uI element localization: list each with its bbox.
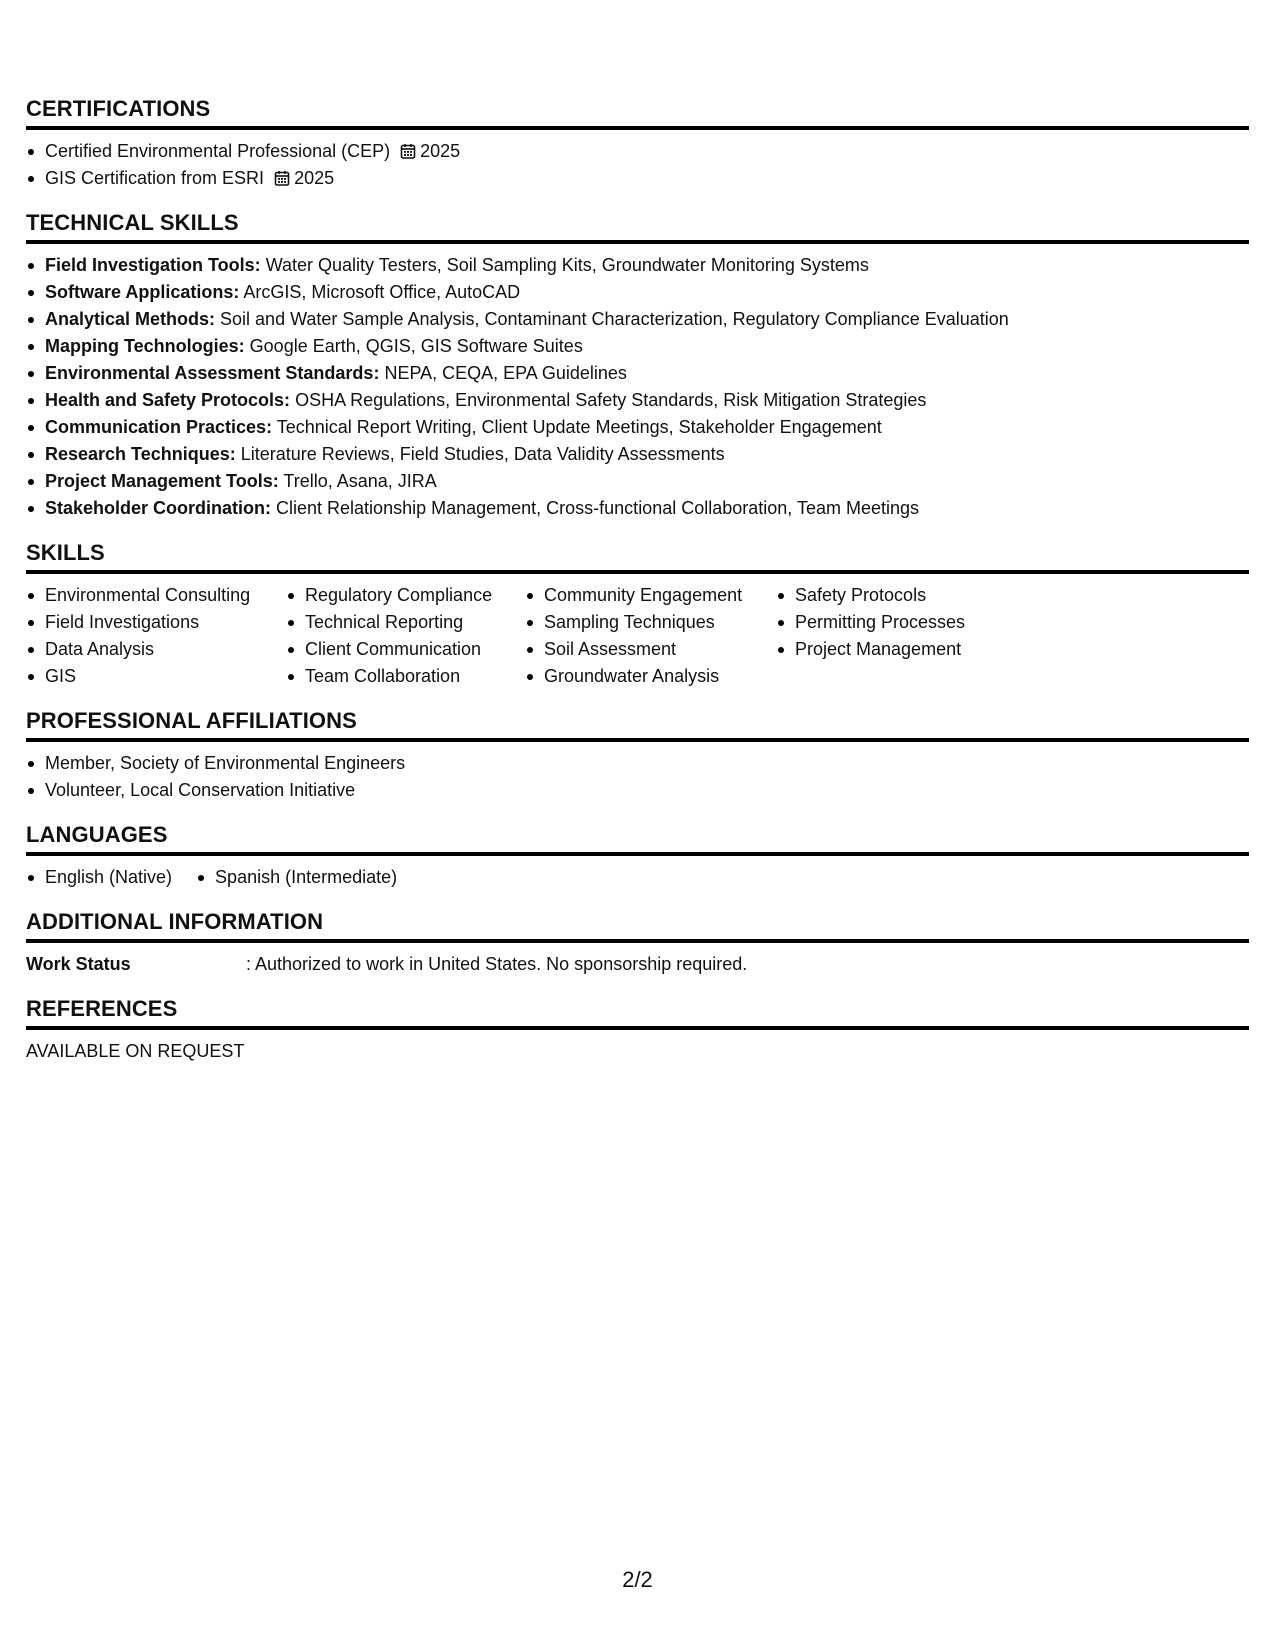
technical-skill-label: Project Management Tools: xyxy=(45,471,279,491)
skills-section xyxy=(26,538,1249,690)
technical-skill-value: ArcGIS, Microsoft Office, AutoCAD xyxy=(239,282,521,302)
certification-item xyxy=(26,138,1249,165)
affiliations-heading: PROFESSIONAL AFFILIATIONS xyxy=(26,708,357,733)
technical-skill-label: Environmental Assessment Standards: xyxy=(45,363,380,383)
resume-page xyxy=(26,94,1249,1081)
page-number: 2/2 xyxy=(622,1567,653,1592)
technical-skills-section xyxy=(26,208,1249,522)
additional-info-section xyxy=(26,907,1249,978)
work-status-row xyxy=(26,951,1249,978)
technical-skill-item xyxy=(26,468,1249,495)
skill-item: Data Analysis xyxy=(26,636,286,663)
references-text: AVAILABLE ON REQUEST xyxy=(26,1041,245,1061)
skills-column xyxy=(776,582,1036,690)
technical-skill-value: Soil and Water Sample Analysis, Contaminant Characterization, Regulatory Compliance Evaluation xyxy=(215,309,1009,329)
skill-item: Client Communication xyxy=(286,636,525,663)
skill-item: Permitting Processes xyxy=(776,609,1036,636)
technical-skill-label: Health and Safety Protocols: xyxy=(45,390,291,410)
technical-skill-item xyxy=(26,495,1249,522)
languages-section xyxy=(26,820,1249,891)
references-section xyxy=(26,994,1249,1065)
skill-item: Project Management xyxy=(776,636,1036,663)
section-divider xyxy=(26,1026,1249,1030)
technical-skill-item xyxy=(26,333,1249,360)
technical-skill-value: Trello, Asana, JIRA xyxy=(278,471,437,491)
technical-skill-value: Literature Reviews, Field Studies, Data Validity Assessments xyxy=(235,444,725,464)
section-divider xyxy=(26,852,1249,856)
certification-year: 2025 xyxy=(294,168,335,188)
technical-skill-label: Research Techniques: xyxy=(45,444,236,464)
technical-skill-value: OSHA Regulations, Environmental Safety Standards, Risk Mitigation Strategies xyxy=(290,390,927,410)
additional-info-heading: ADDITIONAL INFORMATION xyxy=(26,909,324,934)
certification-name: GIS Certification from ESRI xyxy=(45,168,265,188)
skills-column xyxy=(525,582,776,690)
work-status-value: : Authorized to work in United States. No sponsorship required. xyxy=(246,954,748,974)
technical-skill-item xyxy=(26,441,1249,468)
skill-item: Safety Protocols xyxy=(776,582,1036,609)
technical-skill-item xyxy=(26,414,1249,441)
technical-skill-value: Google Earth, QGIS, GIS Software Suites xyxy=(244,336,583,356)
skill-item: Technical Reporting xyxy=(286,609,525,636)
certifications-list xyxy=(26,138,1249,192)
certifications-section xyxy=(26,94,1249,192)
skill-item: Regulatory Compliance xyxy=(286,582,525,609)
calendar-icon xyxy=(274,170,290,186)
skills-heading: SKILLS xyxy=(26,540,105,565)
language-item: English (Native) xyxy=(26,864,172,891)
skills-grid xyxy=(26,582,1249,690)
section-divider xyxy=(26,570,1249,574)
skill-item: Team Collaboration xyxy=(286,663,525,690)
technical-skill-value: Technical Report Writing, Client Update Meetings, Stakeholder Engagement xyxy=(272,417,882,437)
certification-year: 2025 xyxy=(420,141,461,161)
skill-item: Sampling Techniques xyxy=(525,609,776,636)
skill-item: Soil Assessment xyxy=(525,636,776,663)
calendar-icon xyxy=(400,143,416,159)
technical-skill-item xyxy=(26,360,1249,387)
technical-skill-label: Communication Practices: xyxy=(45,417,273,437)
technical-skill-label: Field Investigation Tools: xyxy=(45,255,261,275)
section-divider xyxy=(26,126,1249,130)
affiliations-section xyxy=(26,706,1249,804)
language-item: Spanish (Intermediate) xyxy=(196,864,397,891)
technical-skill-label: Analytical Methods: xyxy=(45,309,216,329)
languages-list xyxy=(26,864,1249,891)
affiliation-item: Volunteer, Local Conservation Initiative xyxy=(26,777,1249,804)
section-divider xyxy=(26,738,1249,742)
technical-skill-item xyxy=(26,279,1249,306)
skills-column xyxy=(26,582,286,690)
technical-skills-list xyxy=(26,252,1249,522)
skill-item: GIS xyxy=(26,663,286,690)
skill-item: Community Engagement xyxy=(525,582,776,609)
affiliations-list xyxy=(26,750,1249,804)
technical-skill-label: Stakeholder Coordination: xyxy=(45,498,272,518)
certification-name: Certified Environmental Professional (CEP) xyxy=(45,141,391,161)
affiliation-item: Member, Society of Environmental Engineers xyxy=(26,750,1249,777)
skill-item: Groundwater Analysis xyxy=(525,663,776,690)
skills-column xyxy=(286,582,525,690)
technical-skill-item xyxy=(26,306,1249,333)
technical-skill-value: NEPA, CEQA, EPA Guidelines xyxy=(379,363,627,383)
certification-item xyxy=(26,165,1249,192)
section-divider xyxy=(26,240,1249,244)
technical-skills-heading: TECHNICAL SKILLS xyxy=(26,210,239,235)
certifications-heading: CERTIFICATIONS xyxy=(26,96,211,121)
technical-skill-item xyxy=(26,252,1249,279)
technical-skill-value: Client Relationship Management, Cross-functional Collaboration, Team Meetings xyxy=(271,498,920,518)
skill-item: Field Investigations xyxy=(26,609,286,636)
technical-skill-value: Water Quality Testers, Soil Sampling Kits, Groundwater Monitoring Systems xyxy=(260,255,869,275)
section-divider xyxy=(26,939,1249,943)
work-status-label: Work Status xyxy=(26,954,131,974)
technical-skill-label: Mapping Technologies: xyxy=(45,336,245,356)
languages-heading: LANGUAGES xyxy=(26,822,168,847)
technical-skill-item xyxy=(26,387,1249,414)
skill-item: Environmental Consulting xyxy=(26,582,286,609)
references-heading: REFERENCES xyxy=(26,996,178,1021)
technical-skill-label: Software Applications: xyxy=(45,282,240,302)
